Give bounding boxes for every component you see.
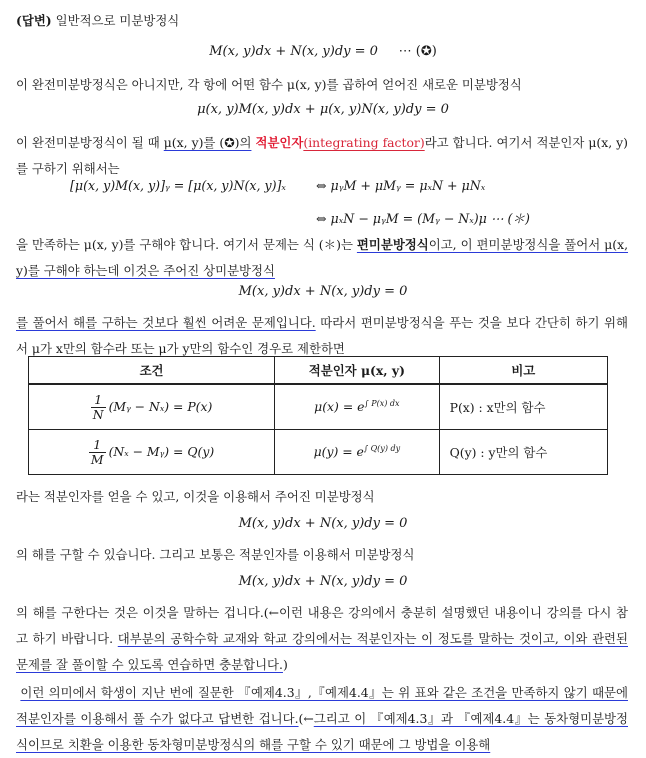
table-header-condition: 조건 (29, 357, 275, 385)
table-header-note: 비고 (439, 357, 607, 385)
equation-2: μ(x, y)M(x, y)dx + μ(x, y)N(x, y)dy = 0 (197, 102, 449, 117)
paragraph-4: 를 풀어서 해를 구하는 것보다 훨씬 어려운 문제입니다. 따라서 편미분방정식을 푸는 것을 보다 간단히 하기 위해서 μ가 x만의 함수라 또는 μ가 y만의 함수인 경우로 제한하면 (16, 315, 628, 356)
intro-line (16, 8, 628, 34)
emphasis-note: 대부분의 공학수학 교재와 학교 강의에서는 적분인자는 이 정도를 말하는 것이고, 이와 관련된 문제를 잘 풀이할 수 있도록 연습하면 충분합니다. (16, 631, 628, 672)
factor-cell: $\mu(y) = e^{\int Q(y) dy}$ (275, 430, 440, 475)
paragraph-3: 을 만족하는 μ(x, y)를 구해야 합니다. 여기서 문제는 식 (＊)는 편미분방정식이고, 이 편미분방정식을 풀어서 μ(x, y)를 구해야 하는데 이것은 주어진 상미분방정식 (16, 237, 629, 278)
integrating-factor-term: 적분인자 (255, 135, 304, 150)
equation-6: M(x, y)dx + N(x, y)dy = 0 (238, 516, 408, 531)
integrating-factor-table (28, 356, 608, 475)
equation-3-left: [μ(x, y)M(x, y)]ᵧ = [μ(x, y)N(x, y)]ₓ (70, 178, 286, 193)
equation-7: M(x, y)dx + N(x, y)dy = 0 (238, 574, 408, 589)
mu-x-only: μ가 x만의 함수 (31, 341, 115, 356)
pde-term: 편미분방정식 (356, 237, 429, 252)
fraction: $\frac{1}{M}$ (90, 436, 104, 467)
fraction: $\frac{1}{N}$ (92, 391, 104, 422)
condition-cell: $\frac{1}{M}$ (Nₓ − Mᵧ) = Q(y) (29, 430, 275, 475)
condition-cell: $\frac{1}{N}$ (Mᵧ − Nₓ) = P(x) (29, 384, 275, 430)
table-row (29, 384, 608, 430)
paragraph-2: 이 완전미분방정식이 될 때 μ(x, y)를 (✪)의 적분인자(integrating factor)라고 합니다. 여기서 적분인자 μ(x, y)를 구하기 위해서는 (16, 135, 629, 176)
paragraph-5: 라는 적분인자를 얻을 수 있고, 이것을 이용해서 주어진 미분방정식 (16, 489, 375, 504)
equation-3-right: ⇔ μᵧM + μMᵧ = μₓN + μNₓ (316, 178, 486, 193)
note-cell: P(x) : x만의 함수 (439, 384, 607, 430)
paragraph-1: 이 완전미분방정식은 아니지만, 각 항에 어떤 함수 μ(x, y)를 곱하여 얻어진 새로운 미분방정식 (16, 77, 522, 92)
factor-cell: $\mu(x) = e^{\int P(x) dx}$ (275, 384, 440, 430)
answer-label: (답변) (16, 13, 52, 28)
paragraph-7: 의 해를 구한다는 것은 이것을 말하는 겁니다.(←이런 내용은 강의에서 충분히 설명했던 내용이니 강의를 다시 참고 하기 바랍니다. 대부분의 공학수학 교재와 학교 강의에서는 적분인자는 이 정도를 말하는 것이고, 이와 관련된 문제를 잘 풀이할 수 있도록 연습하면 충분합니다.) (16, 605, 628, 672)
equation-5: M(x, y)dx + N(x, y)dy = 0 (238, 284, 408, 299)
equation-4: ⇔ μₓN − μᵧM = (Mᵧ − Nₓ)μ ⋯ (＊) (316, 211, 530, 226)
table-row (29, 430, 608, 475)
table-header-factor: 적분인자 μ(x, y) (275, 357, 440, 385)
paragraph-8: 이런 의미에서 학생이 지난 번에 질문한 『예제4.3』,『예제4.4』는 위 표와 같은 조건을 만족하지 않기 때문에 적분인자를 이용해서 풀 수가 없다고 답변한 겁니다.(←그리고 이 『예제4.3』과 『예제4.4』는 동차형미분방정식이므로 치환을 이용한 동차형미분방정식의 해를 구할 수 있기 때문에 그 방법을 이용해 (16, 685, 628, 752)
note-cell: Q(y) : y만의 함수 (439, 430, 607, 475)
integrating-factor-english: (integrating factor) (303, 135, 425, 150)
equation-1: M(x, y)dx + N(x, y)dy = 0 ⋯ (✪) (209, 44, 437, 59)
table-header-row (29, 357, 608, 385)
mu-y-only: μ가 y만의 함수 (158, 341, 242, 356)
intro-text: 일반적으로 미분방정식 (55, 13, 180, 28)
equation-1-tag: ⋯ (✪) (398, 44, 437, 59)
mu-phrase: μ(x, y)를 (✪)의 (163, 135, 252, 150)
paragraph-6: 의 해를 구할 수 있습니다. 그리고 보통은 적분인자를 이용해서 미분방정식 (16, 547, 415, 562)
